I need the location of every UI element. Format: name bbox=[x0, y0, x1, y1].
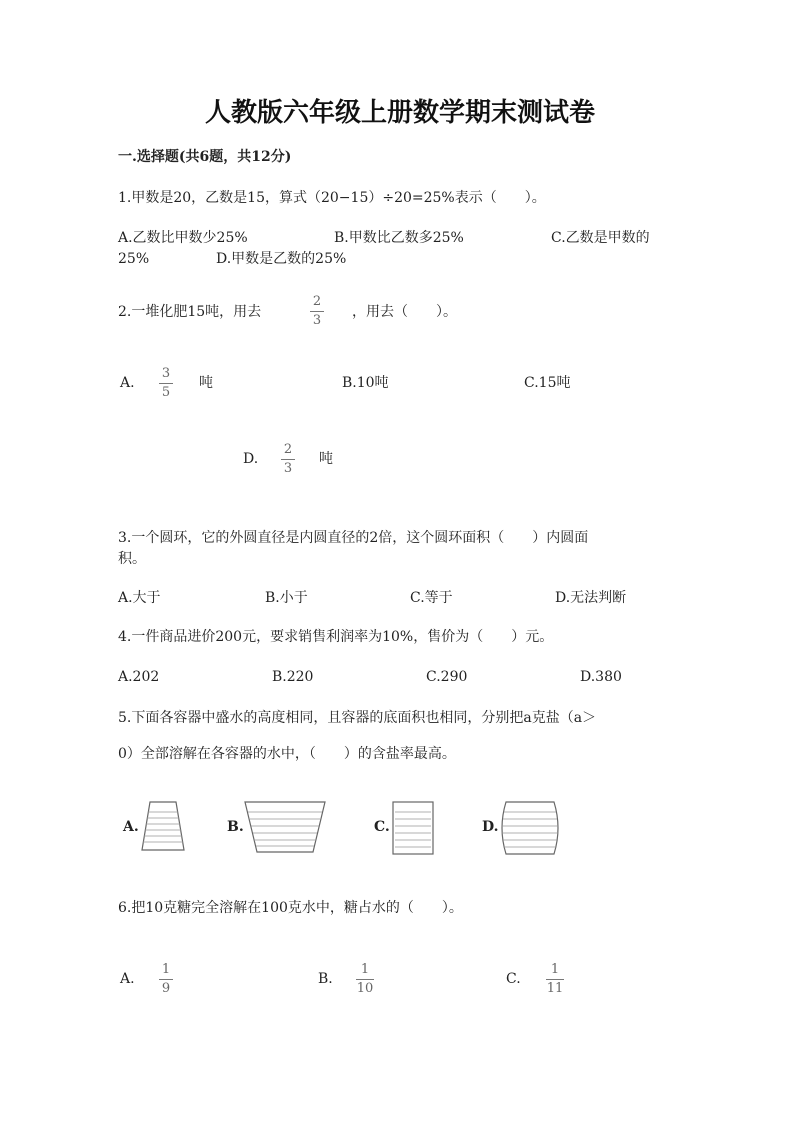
q4-option-c[interactable]: C.290 bbox=[426, 669, 468, 685]
option-letter: A. bbox=[120, 971, 135, 987]
fraction-denominator: 5 bbox=[161, 385, 171, 400]
fraction-bar bbox=[281, 459, 295, 460]
option-letter: C. bbox=[506, 971, 521, 987]
q3-option-c[interactable]: C.等于 bbox=[410, 590, 453, 606]
option-letter: B. bbox=[318, 971, 333, 987]
q2-option-b[interactable]: B.10吨 bbox=[342, 375, 389, 391]
q3-stem-line2: 积。 bbox=[118, 551, 146, 567]
q3-stem-line1: 3.一个圆环，它的外圆直径是内圆直径的2倍，这个圆环面积（ ）内圆面 bbox=[118, 530, 589, 546]
fraction-denominator: 11 bbox=[546, 981, 564, 996]
inverted-trapezoid-container-icon bbox=[243, 800, 327, 856]
fraction-bar bbox=[356, 979, 374, 980]
fraction-denominator: 9 bbox=[161, 981, 171, 996]
trapezoid-container-icon bbox=[138, 800, 188, 854]
fraction-numerator: 1 bbox=[360, 962, 370, 977]
q1-stem: 1.甲数是20，乙数是15，算式（20−15）÷20=25%表示（ ）。 bbox=[118, 190, 546, 206]
section-heading: 一.选择题(共6题，共12分) bbox=[118, 149, 292, 165]
option-letter: D. bbox=[482, 819, 499, 835]
q6-stem: 6.把10克糖完全溶解在100克水中，糖占水的（ ）。 bbox=[118, 900, 463, 916]
q2-stem-part1: 2.一堆化肥15吨，用去 bbox=[118, 304, 262, 320]
q6-option-a-fraction bbox=[159, 962, 173, 997]
option-letter: C. bbox=[374, 819, 390, 835]
q6-option-c-fraction bbox=[546, 962, 564, 997]
fraction-denominator: 10 bbox=[356, 981, 374, 996]
option-letter: B. bbox=[227, 819, 244, 835]
fraction-bar bbox=[310, 311, 324, 312]
fraction-bar bbox=[159, 383, 173, 384]
fraction-numerator: 1 bbox=[161, 962, 171, 977]
barrel-container-icon bbox=[498, 800, 562, 856]
q3-option-d[interactable]: D.无法判断 bbox=[555, 590, 627, 606]
option-letter: A. bbox=[120, 375, 135, 391]
fraction-denominator: 3 bbox=[283, 461, 293, 476]
fraction-denominator: 3 bbox=[312, 313, 322, 328]
q1-option-b[interactable]: B.甲数比乙数多25% bbox=[334, 230, 464, 246]
fraction-bar bbox=[159, 979, 173, 980]
q5-stem-line2: 0）全部溶解在各容器的水中，（ ）的含盐率最高。 bbox=[118, 746, 456, 762]
fraction-numerator: 3 bbox=[161, 366, 171, 381]
q2-option-d-fraction bbox=[281, 442, 295, 477]
q1-option-a[interactable]: A.乙数比甲数少25% bbox=[118, 230, 248, 246]
q4-option-a[interactable]: A.202 bbox=[118, 669, 160, 685]
q4-option-b[interactable]: B.220 bbox=[272, 669, 314, 685]
fraction-numerator: 1 bbox=[550, 962, 560, 977]
q2-option-c[interactable]: C.15吨 bbox=[524, 375, 571, 391]
option-letter: D. bbox=[243, 451, 259, 467]
rectangle-container-icon bbox=[391, 800, 435, 856]
q5-stem-line1: 5.下面各容器中盛水的高度相同，且容器的底面积也相同，分别把a克盐（a＞ bbox=[118, 710, 597, 726]
option-unit: 吨 bbox=[319, 451, 333, 467]
q2-option-a-fraction bbox=[159, 366, 173, 401]
page-title: 人教版六年级上册数学期末测试卷 bbox=[204, 98, 595, 128]
q4-option-d[interactable]: D.380 bbox=[580, 669, 622, 685]
q4-stem: 4.一件商品进价200元，要求销售利润率为10%，售价为（ ）元。 bbox=[118, 629, 554, 645]
q1-option-d[interactable]: D.甲数是乙数的25% bbox=[216, 251, 347, 267]
fraction-numerator: 2 bbox=[312, 294, 322, 309]
q6-option-b-fraction bbox=[356, 962, 374, 997]
fraction-numerator: 2 bbox=[283, 442, 293, 457]
option-unit: 吨 bbox=[199, 375, 213, 391]
option-letter: A. bbox=[123, 819, 139, 835]
q1-option-c[interactable]: C.乙数是甲数的 bbox=[551, 230, 650, 246]
q3-option-b[interactable]: B.小于 bbox=[265, 590, 308, 606]
q2-fraction bbox=[310, 294, 324, 329]
q3-option-a[interactable]: A.大于 bbox=[118, 590, 161, 606]
q2-stem-part2: ，用去（ ）。 bbox=[352, 304, 457, 320]
q1-option-c-cont: 25% bbox=[118, 251, 150, 267]
fraction-bar bbox=[546, 979, 564, 980]
